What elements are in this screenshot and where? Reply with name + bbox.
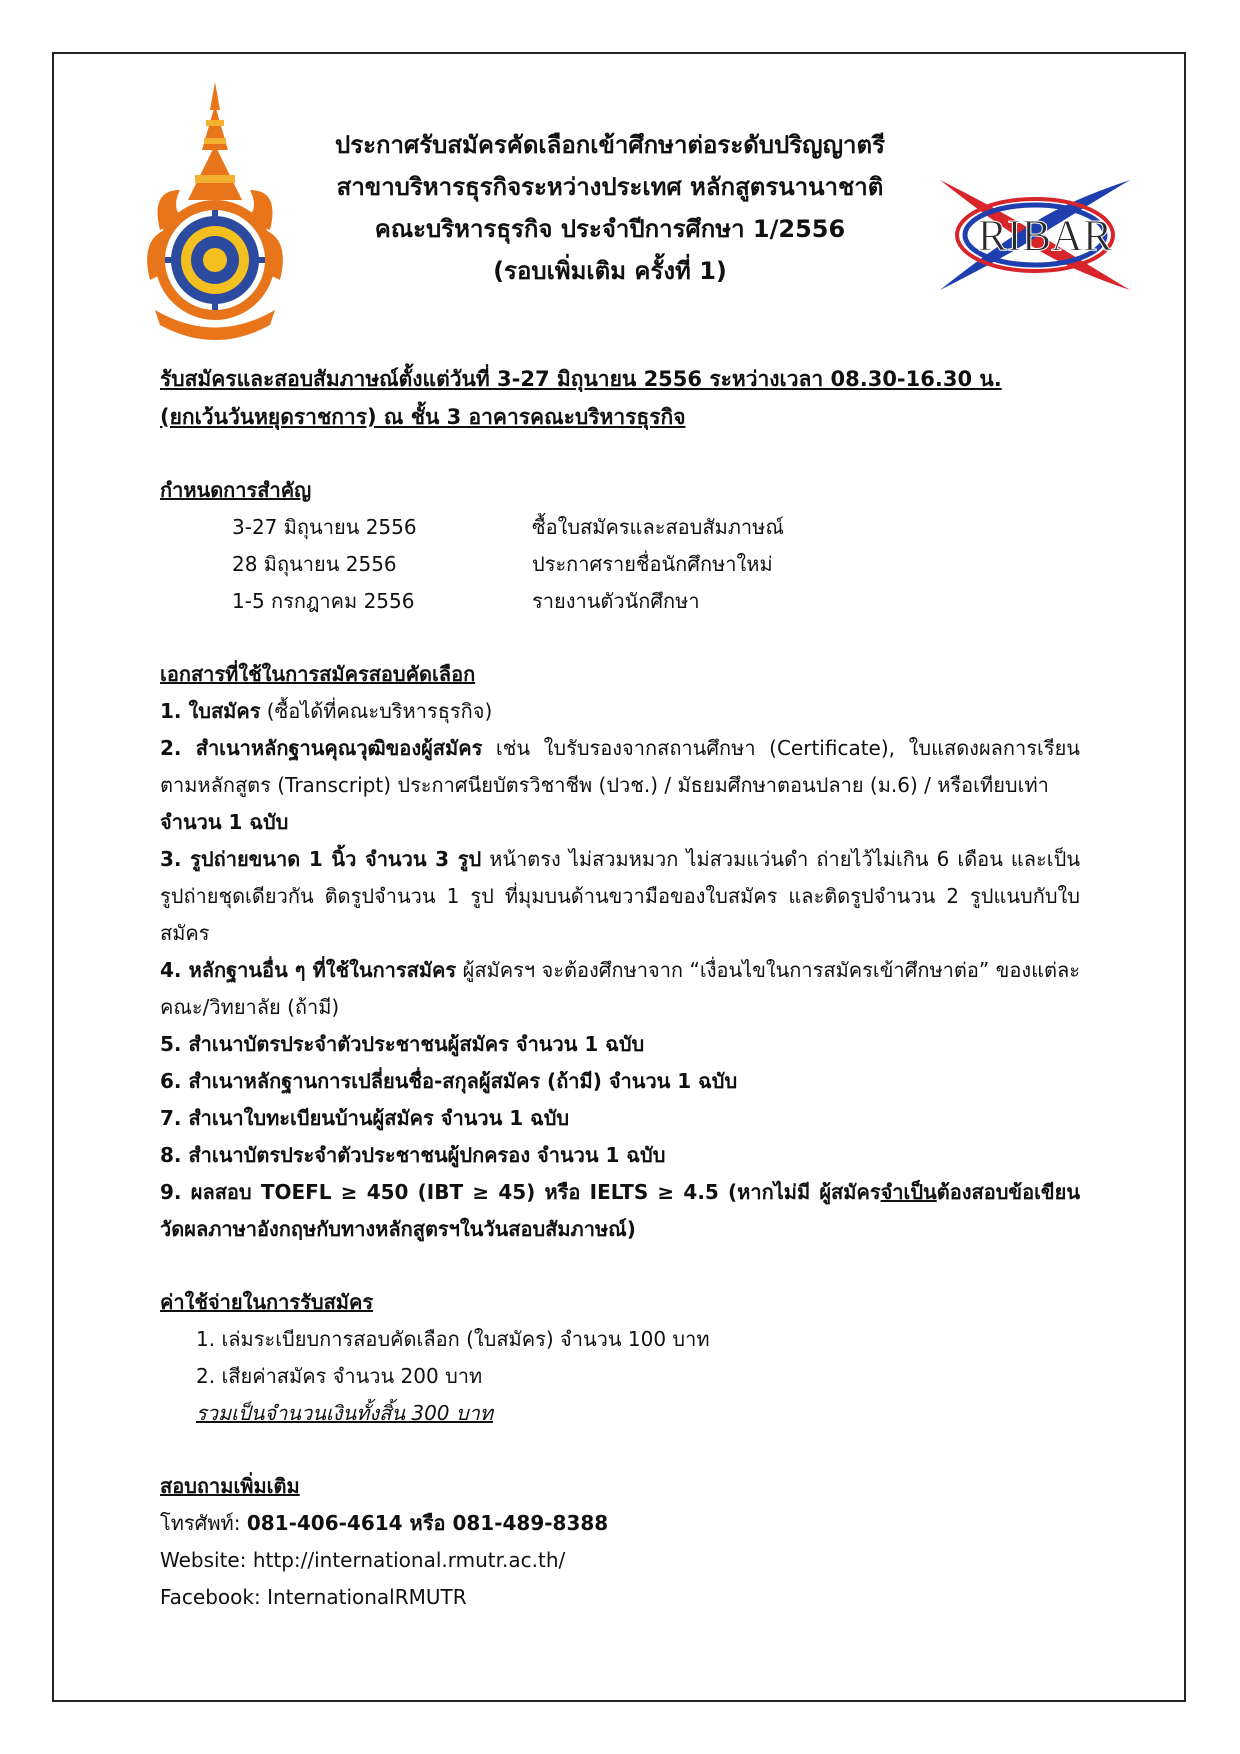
schedule-row	[232, 583, 1080, 620]
documents-title: เอกสารที่ใช้ในการสมัครสอบคัดเลือก	[160, 662, 476, 686]
schedule-event: ประกาศรายชื่อนักศึกษาใหม่	[532, 552, 773, 576]
university-crest-logo	[140, 80, 290, 350]
document-item-label: 2. สำเนาหลักฐานคุณวุฒิของผู้สมัคร	[160, 736, 483, 760]
contact-phone-value: 081-406-4614 หรือ 081-489-8388	[246, 1511, 609, 1535]
period-line-2: (ยกเว้นวันหยุดราชการ) ณ ชั้น 3 อาคารคณะบริหารธุรกิจ	[160, 405, 686, 429]
header-line-4: (รอบเพิ่มเติม ครั้งที่ 1)	[493, 257, 727, 285]
cost-total: รวมเป็นจำนวนเงินทั้งสิ้น 300 บาท	[196, 1401, 493, 1425]
contact-facebook	[160, 1579, 1080, 1616]
document-item-9	[160, 1174, 1080, 1248]
contact-phone	[160, 1505, 1080, 1542]
document-item-label: 3. รูปถ่ายขนาด 1 นิ้ว จำนวน 3 รูป	[160, 847, 482, 871]
document-item-detail: หน้าตรง ไม่สวมหมวก ไม่สวมแว่นดำ ถ่ายไว้ไม่เกิน 6 เดือน และเป็นรูปถ่ายชุดเดียวกัน ติดรูปจำนวน 1 รูป ที่มุมบนด้านขวามือของใบสมัคร และติดรูปจำนวน 2 รูปแนบกับใบสมัคร	[160, 847, 1081, 945]
contact-website-label: Website:	[160, 1548, 253, 1572]
contact-phone-label: โทรศัพท์:	[160, 1511, 247, 1535]
document-item-8: 8. สำเนาบัตรประจำตัวประชาชนผู้ปกครอง จำนวน 1 ฉบับ	[160, 1143, 666, 1167]
svg-text:RIBAR: RIBAR	[977, 211, 1113, 260]
contact-website-link[interactable]: http://international.rmutr.ac.th/	[252, 1548, 566, 1572]
costs-list	[196, 1321, 1080, 1395]
document-item-9-part-b: ต้องสอบข้อเขียนวัดผลภาษาอังกฤษกับทางหลักสูตรฯในวันสอบสัมภาษณ์)	[160, 1180, 1080, 1241]
document-item-7: 7. สำเนาใบทะเบียนบ้านผู้สมัคร จำนวน 1 ฉบับ	[160, 1106, 570, 1130]
schedule-date: 28 มิถุนายน 2556	[232, 552, 397, 576]
contact-facebook-label: Facebook:	[160, 1585, 268, 1609]
cost-item: 2. เสียค่าสมัคร จำนวน 200 บาท	[196, 1364, 483, 1388]
announcement-header	[300, 124, 920, 292]
document-item-detail: เช่น ใบรับรองจากสถานศึกษา (Certificate), ใบแสดงผลการเรียนตามหลักสูตร (Transcript) ประกาศนียบัตรวิชาชีพ (ปวช.) / มัธยมศึกษาตอนปลาย (ม.6) / หรือเทียบเท่า	[160, 736, 1080, 797]
document-item-3	[160, 841, 1080, 952]
schedule-title: กำหนดการสำคัญ	[160, 478, 312, 502]
document-item-9-required: จำเป็น	[880, 1180, 937, 1204]
cost-item: 1. เล่มระเบียบการสอบคัดเลือก (ใบสมัคร) จำนวน 100 บาท	[196, 1327, 710, 1351]
application-period	[160, 360, 1080, 436]
document-item-6: 6. สำเนาหลักฐานการเปลี่ยนชื่อ-สกุลผู้สมัคร (ถ้ามี) จำนวน 1 ฉบับ	[160, 1069, 738, 1093]
schedule-row	[232, 546, 1080, 583]
header-line-3: คณะบริหารธุรกิจ ประจำปีการศึกษา 1/2556	[374, 215, 846, 243]
schedule-event: รายงานตัวนักศึกษา	[532, 589, 700, 613]
announcement-body	[160, 360, 1080, 1616]
document-item-5: 5. สำเนาบัตรประจำตัวประชาชนผู้สมัคร จำนวน 1 ฉบับ	[160, 1032, 645, 1056]
document-item-detail: (ซื้อได้ที่คณะบริหารธุรกิจ)	[260, 699, 493, 723]
document-item-9-part-a: 9. ผลสอบ TOEFL ≥ 450 (IBT ≥ 45) หรือ IELTS ≥ 4.5 (หากไม่มี ผู้สมัคร	[160, 1180, 881, 1204]
schedule-row	[232, 509, 1080, 546]
document-item-1	[160, 693, 1080, 730]
document-item-2-quantity: จำนวน 1 ฉบับ	[160, 810, 289, 834]
documents-list	[160, 693, 1080, 1248]
schedule-table	[232, 509, 1080, 620]
document-item-detail: ผู้สมัครฯ จะต้องศึกษาจาก “เงื่อนไขในการสมัครเข้าศึกษาต่อ” ของแต่ละคณะ/วิทยาลัย (ถ้ามี)	[160, 958, 1081, 1019]
schedule-date: 3-27 มิถุนายน 2556	[232, 515, 417, 539]
document-item-2	[160, 730, 1080, 804]
document-item-label: 4. หลักฐานอื่น ๆ ที่ใช้ในการสมัคร	[160, 958, 457, 982]
document-item-4	[160, 952, 1080, 1026]
schedule-date: 1-5 กรกฎาคม 2556	[232, 589, 415, 613]
period-line-1: รับสมัครและสอบสัมภาษณ์ตั้งแต่วันที่ 3-27 มิถุนายน 2556 ระหว่างเวลา 08.30-16.30 น.	[160, 367, 1002, 391]
header-line-2: สาขาบริหารธุรกิจระหว่างประเทศ หลักสูตรนานาชาติ	[336, 173, 884, 201]
contact-title: สอบถามเพิ่มเติม	[160, 1474, 300, 1498]
contact-website	[160, 1542, 1080, 1579]
document-item-label: 1. ใบสมัคร	[160, 699, 261, 723]
ribar-logo	[930, 170, 1150, 300]
header-line-1: ประกาศรับสมัครคัดเลือกเข้าศึกษาต่อระดับปริญญาตรี	[334, 131, 886, 159]
schedule-event: ซื้อใบสมัครและสอบสัมภาษณ์	[532, 515, 784, 539]
contact-facebook-link[interactable]: InternationalRMUTR	[267, 1585, 467, 1609]
costs-title: ค่าใช้จ่ายในการรับสมัคร	[160, 1290, 374, 1314]
